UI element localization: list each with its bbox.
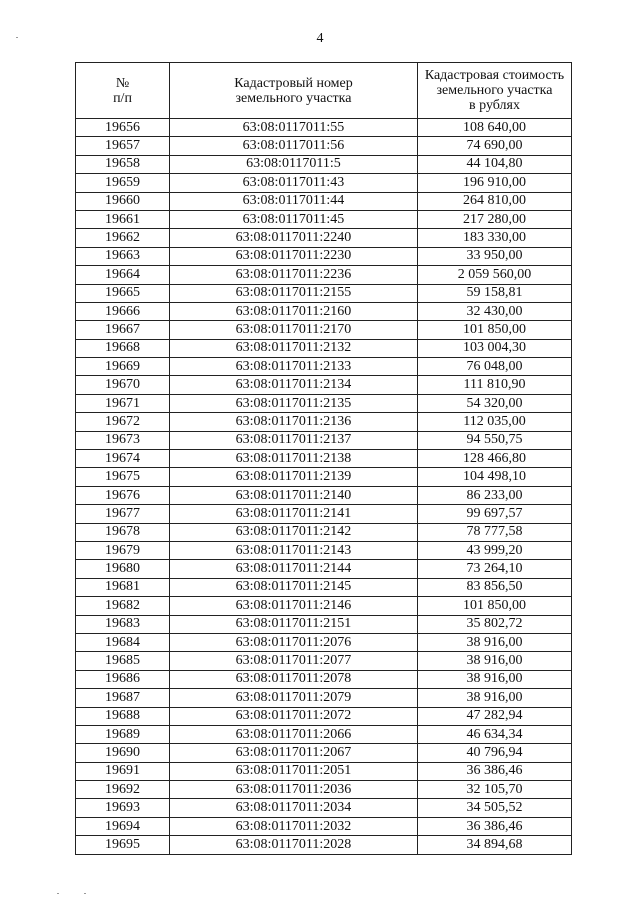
row-number-cell: 19694 bbox=[76, 817, 170, 835]
cadastral-number-cell: 63:08:0117011:2032 bbox=[170, 817, 418, 835]
table-row bbox=[76, 578, 572, 596]
table-row bbox=[76, 376, 572, 394]
cadastral-number-cell: 63:08:0117011:2137 bbox=[170, 431, 418, 449]
cadastral-value-cell: 46 634,34 bbox=[418, 725, 572, 743]
row-number-cell: 19675 bbox=[76, 468, 170, 486]
cadastral-value-cell: 101 850,00 bbox=[418, 321, 572, 339]
cadastral-number-cell: 63:08:0117011:2145 bbox=[170, 578, 418, 596]
header-cadastral-number-line2: земельного участка bbox=[235, 90, 352, 106]
cadastral-number-cell: 63:08:0117011:2079 bbox=[170, 689, 418, 707]
cadastral-number-cell: 63:08:0117011:2077 bbox=[170, 652, 418, 670]
table-row bbox=[76, 468, 572, 486]
row-number-cell: 19673 bbox=[76, 431, 170, 449]
cadastral-number-cell: 63:08:0117011:2230 bbox=[170, 247, 418, 265]
table-row bbox=[76, 744, 572, 762]
table-row bbox=[76, 652, 572, 670]
cadastral-value-cell: 83 856,50 bbox=[418, 578, 572, 596]
table-row bbox=[76, 174, 572, 192]
cadastral-value-cell: 217 280,00 bbox=[418, 210, 572, 228]
table-row bbox=[76, 799, 572, 817]
cadastral-number-cell: 63:08:0117011:56 bbox=[170, 137, 418, 155]
table-row bbox=[76, 450, 572, 468]
cadastral-value-cell: 38 916,00 bbox=[418, 652, 572, 670]
table-row bbox=[76, 247, 572, 265]
table-row bbox=[76, 339, 572, 357]
row-number-cell: 19683 bbox=[76, 615, 170, 633]
cadastral-value-cell: 108 640,00 bbox=[418, 119, 572, 137]
row-number-cell: 19692 bbox=[76, 781, 170, 799]
row-number-cell: 19658 bbox=[76, 155, 170, 173]
table-row bbox=[76, 505, 572, 523]
table-row bbox=[76, 560, 572, 578]
table-row bbox=[76, 762, 572, 780]
cadastral-value-cell: 47 282,94 bbox=[418, 707, 572, 725]
row-number-cell: 19657 bbox=[76, 137, 170, 155]
cadastral-number-cell: 63:08:0117011:2051 bbox=[170, 762, 418, 780]
cadastral-value-cell: 36 386,46 bbox=[418, 762, 572, 780]
row-number-cell: 19665 bbox=[76, 284, 170, 302]
table-row bbox=[76, 431, 572, 449]
row-number-cell: 19660 bbox=[76, 192, 170, 210]
table-row bbox=[76, 725, 572, 743]
table-row bbox=[76, 707, 572, 725]
row-number-cell: 19676 bbox=[76, 486, 170, 504]
cadastral-number-cell: 63:08:0117011:2138 bbox=[170, 450, 418, 468]
cadastral-value-cell: 2 059 560,00 bbox=[418, 266, 572, 284]
cadastral-value-cell: 103 004,30 bbox=[418, 339, 572, 357]
cadastral-number-cell: 63:08:0117011:2140 bbox=[170, 486, 418, 504]
row-number-cell: 19659 bbox=[76, 174, 170, 192]
table-row bbox=[76, 597, 572, 615]
table-row bbox=[76, 210, 572, 228]
table-row bbox=[76, 689, 572, 707]
row-number-cell: 19681 bbox=[76, 578, 170, 596]
cadastral-number-cell: 63:08:0117011:43 bbox=[170, 174, 418, 192]
header-row-number bbox=[76, 63, 170, 119]
row-number-cell: 19686 bbox=[76, 670, 170, 688]
cadastral-number-cell: 63:08:0117011:2155 bbox=[170, 284, 418, 302]
cadastral-value-cell: 128 466,80 bbox=[418, 450, 572, 468]
cadastral-number-cell: 63:08:0117011:2141 bbox=[170, 505, 418, 523]
table-row bbox=[76, 137, 572, 155]
cadastral-number-cell: 63:08:0117011:2170 bbox=[170, 321, 418, 339]
row-number-cell: 19678 bbox=[76, 523, 170, 541]
row-number-cell: 19679 bbox=[76, 541, 170, 559]
header-cadastral-value-line1: Кадастровая стоимость bbox=[424, 68, 565, 83]
cadastral-number-cell: 63:08:0117011:2143 bbox=[170, 541, 418, 559]
cadastral-number-cell: 63:08:0117011:2146 bbox=[170, 597, 418, 615]
row-number-cell: 19687 bbox=[76, 689, 170, 707]
cadastral-value-cell: 101 850,00 bbox=[418, 597, 572, 615]
cadastral-number-cell: 63:08:0117011:2078 bbox=[170, 670, 418, 688]
row-number-cell: 19685 bbox=[76, 652, 170, 670]
cadastral-number-cell: 63:08:0117011:2034 bbox=[170, 799, 418, 817]
cadastral-value-cell: 35 802,72 bbox=[418, 615, 572, 633]
header-cadastral-value-line2: земельного участка bbox=[436, 83, 553, 98]
cadastral-value-cell: 34 894,68 bbox=[418, 836, 572, 854]
table-row bbox=[76, 321, 572, 339]
cadastral-value-cell: 43 999,20 bbox=[418, 541, 572, 559]
cadastral-value-cell: 196 910,00 bbox=[418, 174, 572, 192]
cadastral-number-cell: 63:08:0117011:2036 bbox=[170, 781, 418, 799]
cadastral-number-cell: 63:08:0117011:2072 bbox=[170, 707, 418, 725]
scan-speck bbox=[57, 893, 59, 894]
table-row bbox=[76, 836, 572, 854]
cadastral-value-cell: 112 035,00 bbox=[418, 413, 572, 431]
row-number-cell: 19693 bbox=[76, 799, 170, 817]
row-number-cell: 19668 bbox=[76, 339, 170, 357]
header-row-number-line2: п/п bbox=[113, 90, 132, 106]
row-number-cell: 19663 bbox=[76, 247, 170, 265]
cadastral-value-cell: 76 048,00 bbox=[418, 358, 572, 376]
cadastral-number-cell: 63:08:0117011:44 bbox=[170, 192, 418, 210]
row-number-cell: 19690 bbox=[76, 744, 170, 762]
cadastral-number-cell: 63:08:0117011:2133 bbox=[170, 358, 418, 376]
cadastral-value-cell: 86 233,00 bbox=[418, 486, 572, 504]
table-row bbox=[76, 615, 572, 633]
cadastral-number-cell: 63:08:0117011:55 bbox=[170, 119, 418, 137]
cadastral-value-cell: 32 105,70 bbox=[418, 781, 572, 799]
row-number-cell: 19680 bbox=[76, 560, 170, 578]
cadastral-number-cell: 63:08:0117011:2132 bbox=[170, 339, 418, 357]
row-number-cell: 19661 bbox=[76, 210, 170, 228]
header-cadastral-value-line3: в рублях bbox=[469, 98, 520, 113]
cadastral-number-cell: 63:08:0117011:2067 bbox=[170, 744, 418, 762]
cadastral-number-cell: 63:08:0117011:2136 bbox=[170, 413, 418, 431]
cadastral-number-cell: 63:08:0117011:2066 bbox=[170, 725, 418, 743]
row-number-cell: 19689 bbox=[76, 725, 170, 743]
cadastral-number-cell: 63:08:0117011:2135 bbox=[170, 394, 418, 412]
table-row bbox=[76, 781, 572, 799]
cadastral-value-cell: 264 810,00 bbox=[418, 192, 572, 210]
header-cadastral-number-line1: Кадастровый номер bbox=[234, 75, 353, 91]
cadastral-number-cell: 63:08:0117011:2240 bbox=[170, 229, 418, 247]
cadastral-number-cell: 63:08:0117011:2236 bbox=[170, 266, 418, 284]
cadastral-value-cell: 40 796,94 bbox=[418, 744, 572, 762]
table-row bbox=[76, 670, 572, 688]
cadastral-value-cell: 94 550,75 bbox=[418, 431, 572, 449]
row-number-cell: 19684 bbox=[76, 633, 170, 651]
cadastral-value-cell: 111 810,90 bbox=[418, 376, 572, 394]
cadastral-number-cell: 63:08:0117011:2142 bbox=[170, 523, 418, 541]
cadastral-number-cell: 63:08:0117011:5 bbox=[170, 155, 418, 173]
cadastral-value-cell: 183 330,00 bbox=[418, 229, 572, 247]
table-row bbox=[76, 155, 572, 173]
row-number-cell: 19674 bbox=[76, 450, 170, 468]
cadastral-value-cell: 104 498,10 bbox=[418, 468, 572, 486]
row-number-cell: 19672 bbox=[76, 413, 170, 431]
row-number-cell: 19670 bbox=[76, 376, 170, 394]
table-row bbox=[76, 394, 572, 412]
table-row bbox=[76, 817, 572, 835]
row-number-cell: 19682 bbox=[76, 597, 170, 615]
row-number-cell: 19688 bbox=[76, 707, 170, 725]
cadastral-value-cell: 44 104,80 bbox=[418, 155, 572, 173]
cadastral-number-cell: 63:08:0117011:2134 bbox=[170, 376, 418, 394]
row-number-cell: 19677 bbox=[76, 505, 170, 523]
cadastral-value-cell: 74 690,00 bbox=[418, 137, 572, 155]
scan-speck bbox=[16, 37, 18, 38]
cadastral-value-cell: 78 777,58 bbox=[418, 523, 572, 541]
cadastral-number-cell: 63:08:0117011:2139 bbox=[170, 468, 418, 486]
cadastral-value-cell: 38 916,00 bbox=[418, 670, 572, 688]
table-row bbox=[76, 192, 572, 210]
table-body bbox=[76, 119, 572, 855]
header-row-number-line1: № bbox=[115, 75, 130, 91]
row-number-cell: 19656 bbox=[76, 119, 170, 137]
cadastral-value-cell: 59 158,81 bbox=[418, 284, 572, 302]
cadastral-number-cell: 63:08:0117011:45 bbox=[170, 210, 418, 228]
row-number-cell: 19695 bbox=[76, 836, 170, 854]
cadastral-value-cell: 36 386,46 bbox=[418, 817, 572, 835]
cadastral-value-table bbox=[75, 62, 572, 855]
row-number-cell: 19671 bbox=[76, 394, 170, 412]
scan-speck bbox=[84, 893, 86, 894]
page-number: 4 bbox=[316, 31, 324, 46]
table-row bbox=[76, 486, 572, 504]
cadastral-number-cell: 63:08:0117011:2076 bbox=[170, 633, 418, 651]
cadastral-value-cell: 38 916,00 bbox=[418, 689, 572, 707]
row-number-cell: 19662 bbox=[76, 229, 170, 247]
table-row bbox=[76, 633, 572, 651]
row-number-cell: 19691 bbox=[76, 762, 170, 780]
row-number-cell: 19664 bbox=[76, 266, 170, 284]
table-row bbox=[76, 358, 572, 376]
table-header-row bbox=[76, 63, 572, 119]
table-row bbox=[76, 119, 572, 137]
cadastral-value-cell: 34 505,52 bbox=[418, 799, 572, 817]
header-cadastral-number bbox=[170, 63, 418, 119]
row-number-cell: 19669 bbox=[76, 358, 170, 376]
cadastral-value-cell: 33 950,00 bbox=[418, 247, 572, 265]
cadastral-number-cell: 63:08:0117011:2151 bbox=[170, 615, 418, 633]
cadastral-value-cell: 73 264,10 bbox=[418, 560, 572, 578]
cadastral-number-cell: 63:08:0117011:2028 bbox=[170, 836, 418, 854]
table-row bbox=[76, 541, 572, 559]
table-row bbox=[76, 266, 572, 284]
table-row bbox=[76, 284, 572, 302]
cadastral-number-cell: 63:08:0117011:2160 bbox=[170, 302, 418, 320]
cadastral-value-cell: 32 430,00 bbox=[418, 302, 572, 320]
cadastral-value-cell: 99 697,57 bbox=[418, 505, 572, 523]
header-cadastral-value bbox=[418, 63, 572, 119]
table-row bbox=[76, 302, 572, 320]
table-row bbox=[76, 523, 572, 541]
cadastral-value-cell: 54 320,00 bbox=[418, 394, 572, 412]
table-row bbox=[76, 413, 572, 431]
row-number-cell: 19666 bbox=[76, 302, 170, 320]
row-number-cell: 19667 bbox=[76, 321, 170, 339]
cadastral-value-cell: 38 916,00 bbox=[418, 633, 572, 651]
cadastral-number-cell: 63:08:0117011:2144 bbox=[170, 560, 418, 578]
table-row bbox=[76, 229, 572, 247]
